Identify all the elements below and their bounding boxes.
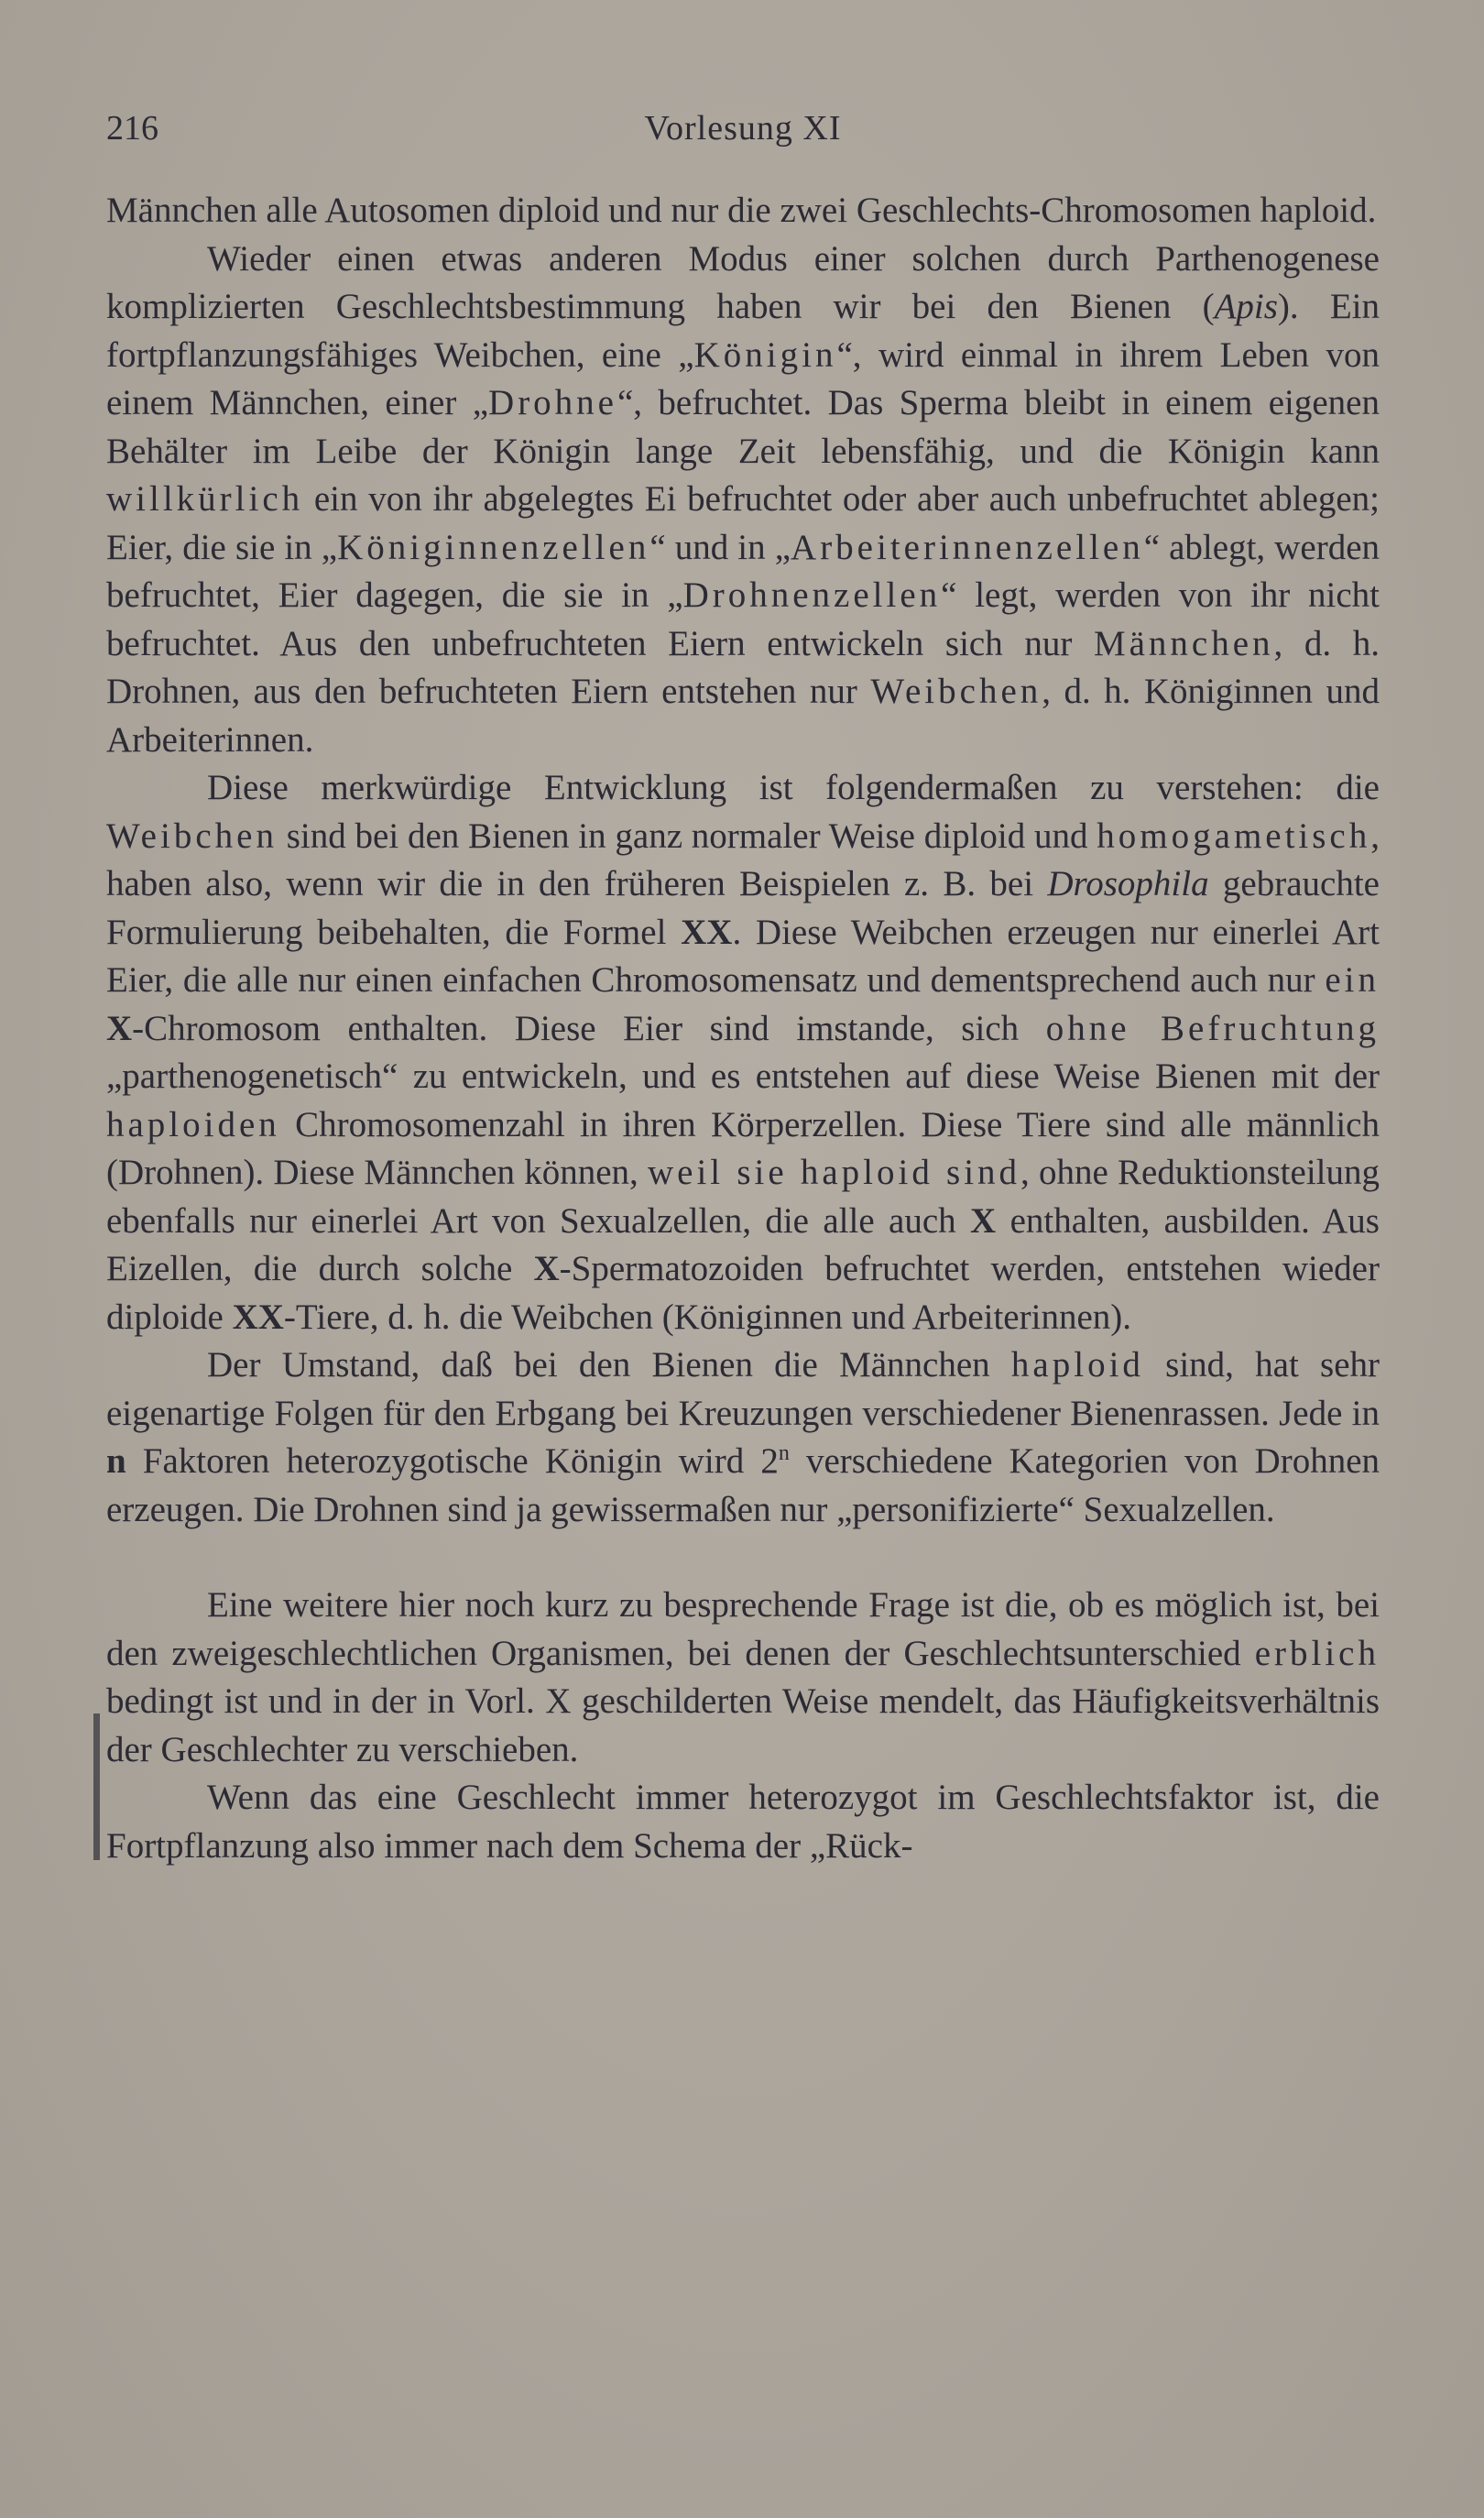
page-header — [106, 108, 1380, 154]
paragraph-5: Eine weitere hier noch kurz zu besprechende Frage ist die, ob es möglich ist, bei den zweigeschlechtlichen Organismen, bei denen der Geschlechtsunterschied erblich bedingt ist und in der in Vorl. X geschilderten Weise mendelt, das Häufigkeitsverhältnis der Geschlechter zu verschieben. — [106, 1585, 1380, 1769]
paragraph-3: Diese merkwürdige Entwicklung ist folgendermaßen zu verstehen: die Weibchen sind bei den Bienen in ganz normaler Weise diploid und homogametisch, haben also, wenn wir die in den früheren Beispielen z. B. bei Drosophila gebrauchte Formulierung beibehalten, die Formel XX. Diese Weibchen erzeugen nur einerlei Art Eier, die alle nur einen einfachen Chromosomensatz und dementsprechend auch nur ein X-Chromosom enthalten. Diese Eier sind imstande, sich ohne Befruchtung „parthenogenetisch“ zu entwickeln, und es entstehen auf diese Weise Bienen mit der haploiden Chromosomenzahl in ihren Körperzellen. Diese Tiere sind alle männlich (Drohnen). Diese Männchen können, weil sie haploid sind, ohne Reduktionsteilung ebenfalls nur einerlei Art von Sexualzellen, die alle auch X enthalten, ausbilden. Aus Eizellen, die durch solche X-Spermatozoiden befruchtet werden, entstehen wieder diploide XX-Tiere, d. h. die Weibchen (Königinnen und Arbeiterinnen). — [106, 768, 1380, 1337]
paragraph-6: Wenn das eine Geschlecht immer heterozygot im Geschlechtsfaktor ist, die Fortpflanzung also immer nach dem Schema der „Rück- — [106, 1778, 1380, 1866]
page-number: 216 — [106, 109, 158, 148]
paragraph-1: Männchen alle Autosomen diploid und nur die zwei Geschlechts-Chromosomen haploid. — [106, 191, 1377, 230]
body-text — [106, 187, 1380, 1870]
paragraph-2: Wieder einen etwas anderen Modus einer solchen durch Parthenogenese komplizierten Geschlechtsbestimmung haben wir bei den Bienen (Apis). Ein fortpflanzungsfähiges Weibchen, eine „Königin“, wird einmal in ihrem Leben von einem Männchen, einer „Drohne“, befruchtet. Das Sperma bleibt in einem eigenen Behälter im Leibe der Königin lange Zeit lebensfähig, und die Königin kann willkürlich ein von ihr abgelegtes Ei befruchtet oder aber auch unbefruchtet ablegen; Eier, die sie in „Königinnenzellen“ und in „Arbeiterinnenzellen“ ablegt, werden befruchtet, Eier dagegen, die sie in „Drohnenzellen“ legt, werden von ihr nicht befruchtet. Aus den unbefruchteten Eiern entwickeln sich nur Männchen, d. h. Drohnen, aus den befruchteten Eiern entstehen nur Weibchen, d. h. Königinnen und Arbeiterinnen. — [106, 238, 1380, 760]
running-title: Vorlesung XI — [644, 109, 842, 148]
margin-mark — [93, 1713, 100, 1860]
paragraph-4: Der Umstand, daß bei den Bienen die Männchen haploid sind, hat sehr eigenartige Folgen für den Erbgang bei Kreuzungen verschiedener Bienenrassen. Jede in n Faktoren heterozygotische Königin wird 2$^n$ verschiedene Kategorien von Drohnen erzeugen. Die Drohnen sind ja gewissermaßen nur „personifizierte“ Sexualzellen. — [106, 1345, 1380, 1529]
